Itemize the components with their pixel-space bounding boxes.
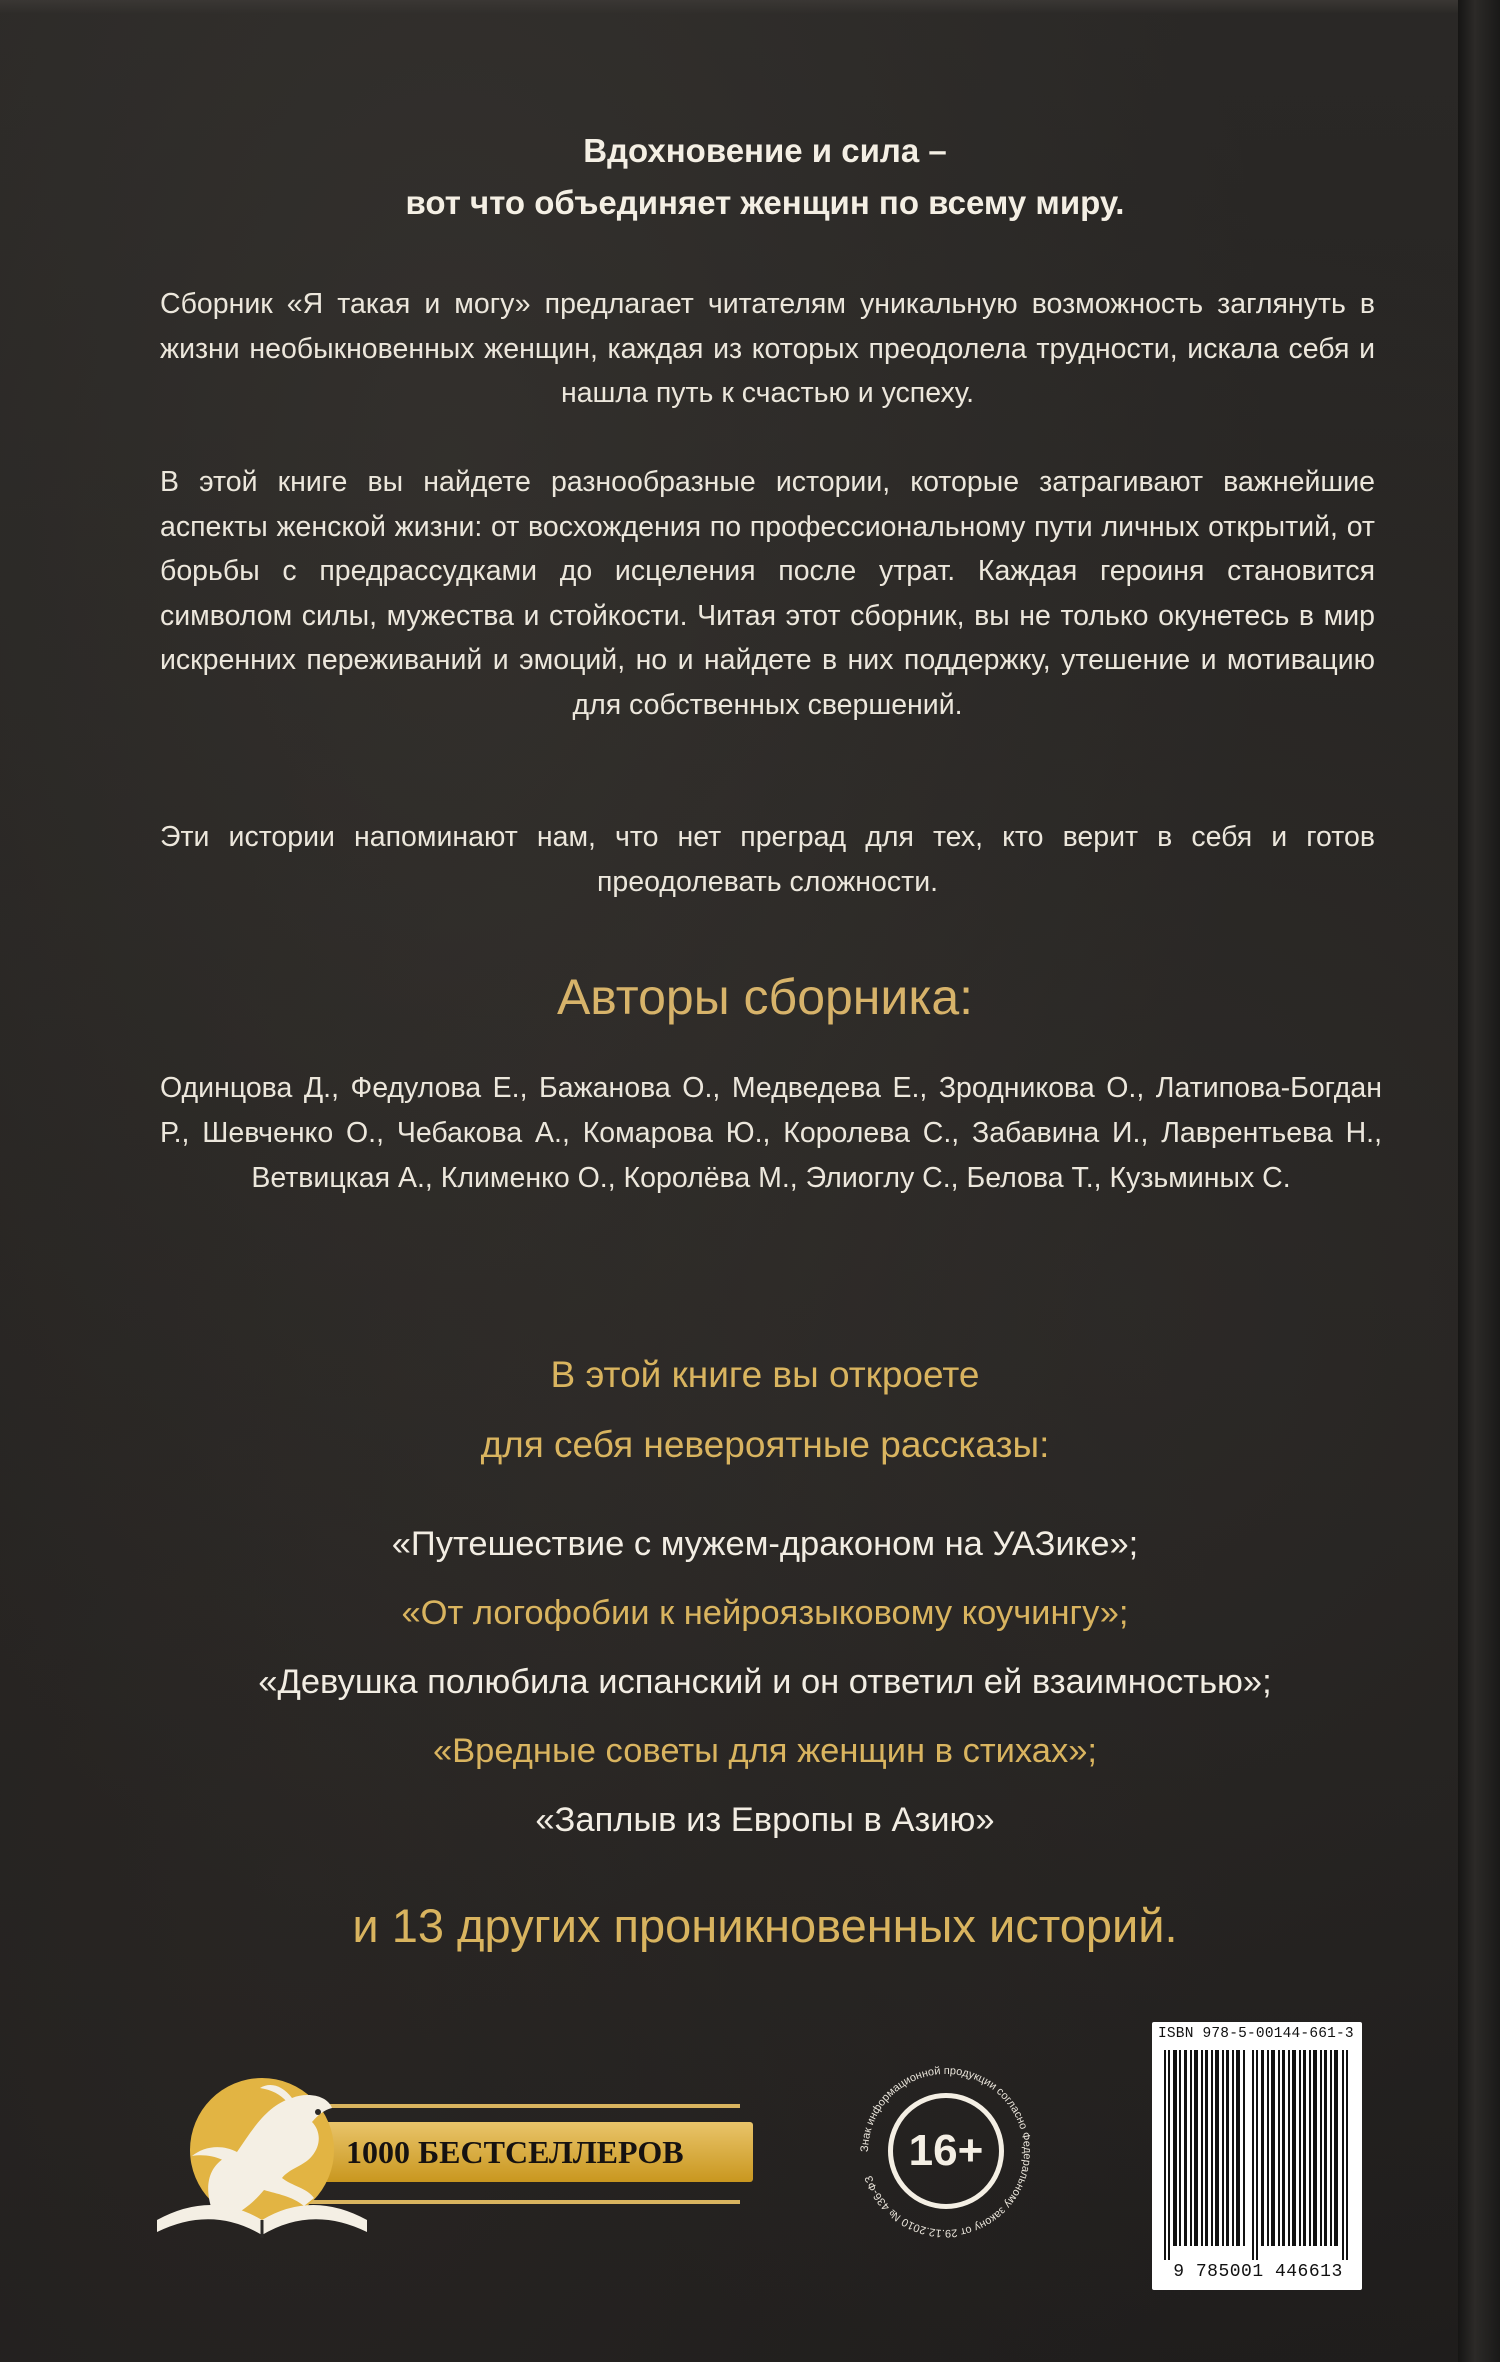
cover-top-edge xyxy=(0,0,1500,14)
story-title: «Заплыв из Европы в Азию» xyxy=(535,1801,995,1839)
discover-heading xyxy=(150,1340,1380,1480)
discover-line-2: для себя невероятные рассказы: xyxy=(480,1424,1050,1465)
story-title: «Путешествие с мужем-драконом на УАЗике»; xyxy=(391,1525,1139,1563)
authors-list: Одинцова Д., Федулова Е., Бажанова О., Медведева Е., Зродникова О., Латипова-Богдан Р., Шевченко О., Чебакова А., Комарова Ю., Королева С., Забавина И., Лаврентьева Н., Ветвицкая А., Клименко О., Королёва М., Элиоглу С., Белова Т., Кузьминых С. xyxy=(160,1072,1382,1194)
barcode-icon xyxy=(1160,2050,1356,2260)
horse-book-icon xyxy=(142,2060,562,2250)
heading-line-1: Вдохновение и сила – xyxy=(583,132,947,169)
authors-title: Авторы сборника: xyxy=(556,969,974,1025)
intro-paragraph-3: Эти истории напоминают нам, что нет преград для тех, кто верит в себя и готов преодолевать сложности. xyxy=(160,821,1375,898)
age-ring-text: Знак информационной продукции согласно Федеральному закону от 29.12.2010 № 436-ФЗ xyxy=(858,2064,1034,2240)
heading-line-2: вот что объединяет женщин по всему миру. xyxy=(405,184,1125,221)
intro-paragraph-1: Сборник «Я такая и могу» предлагает читателям уникальную возможность заглянуть в жизни необыкновенных женщин, каждая из которых преодолела трудности, искала себя и нашла путь к счастью и успеху. xyxy=(160,288,1375,409)
intro-paragraph-2: В этой книге вы найдете разнообразные истории, которые затрагивают важнейшие аспекты женской жизни: от восхождения по профессиональному пути личных открытий, от борьбы с предрассудками до исцеления после утрат. Каждая героиня становится символом силы, мужества и стойкости. Читая этот сборник, вы не только окунетесь в мир искренних переживаний и эмоций, но и найдете в них поддержку, утешение и мотивацию для собственных свершений. xyxy=(160,466,1375,721)
story-title: «Вредные советы для женщин в стихах»; xyxy=(432,1732,1097,1770)
story-title: «От логофобии к нейроязыковому коучингу»; xyxy=(401,1594,1129,1632)
story-title: «Девушка полюбила испанский и он ответил ей взаимностью»; xyxy=(258,1663,1272,1701)
publisher-series-label: 1000 БЕСТСЕЛЛЕРОВ xyxy=(298,2122,753,2182)
cover-spine-edge xyxy=(1458,0,1500,2362)
age-rating-badge: 16+ xyxy=(888,2093,1004,2209)
barcode-number: 9 785001 446613 xyxy=(1173,2262,1343,2282)
stories-list xyxy=(150,1510,1380,1855)
more-stories-line: и 13 других проникновенных историй. xyxy=(352,1899,1178,1952)
discover-line-1: В этой книге вы откроете xyxy=(550,1354,980,1395)
isbn-label: ISBN 978-5-00144-661-3 xyxy=(1158,2026,1354,2042)
cover-heading xyxy=(150,125,1380,229)
